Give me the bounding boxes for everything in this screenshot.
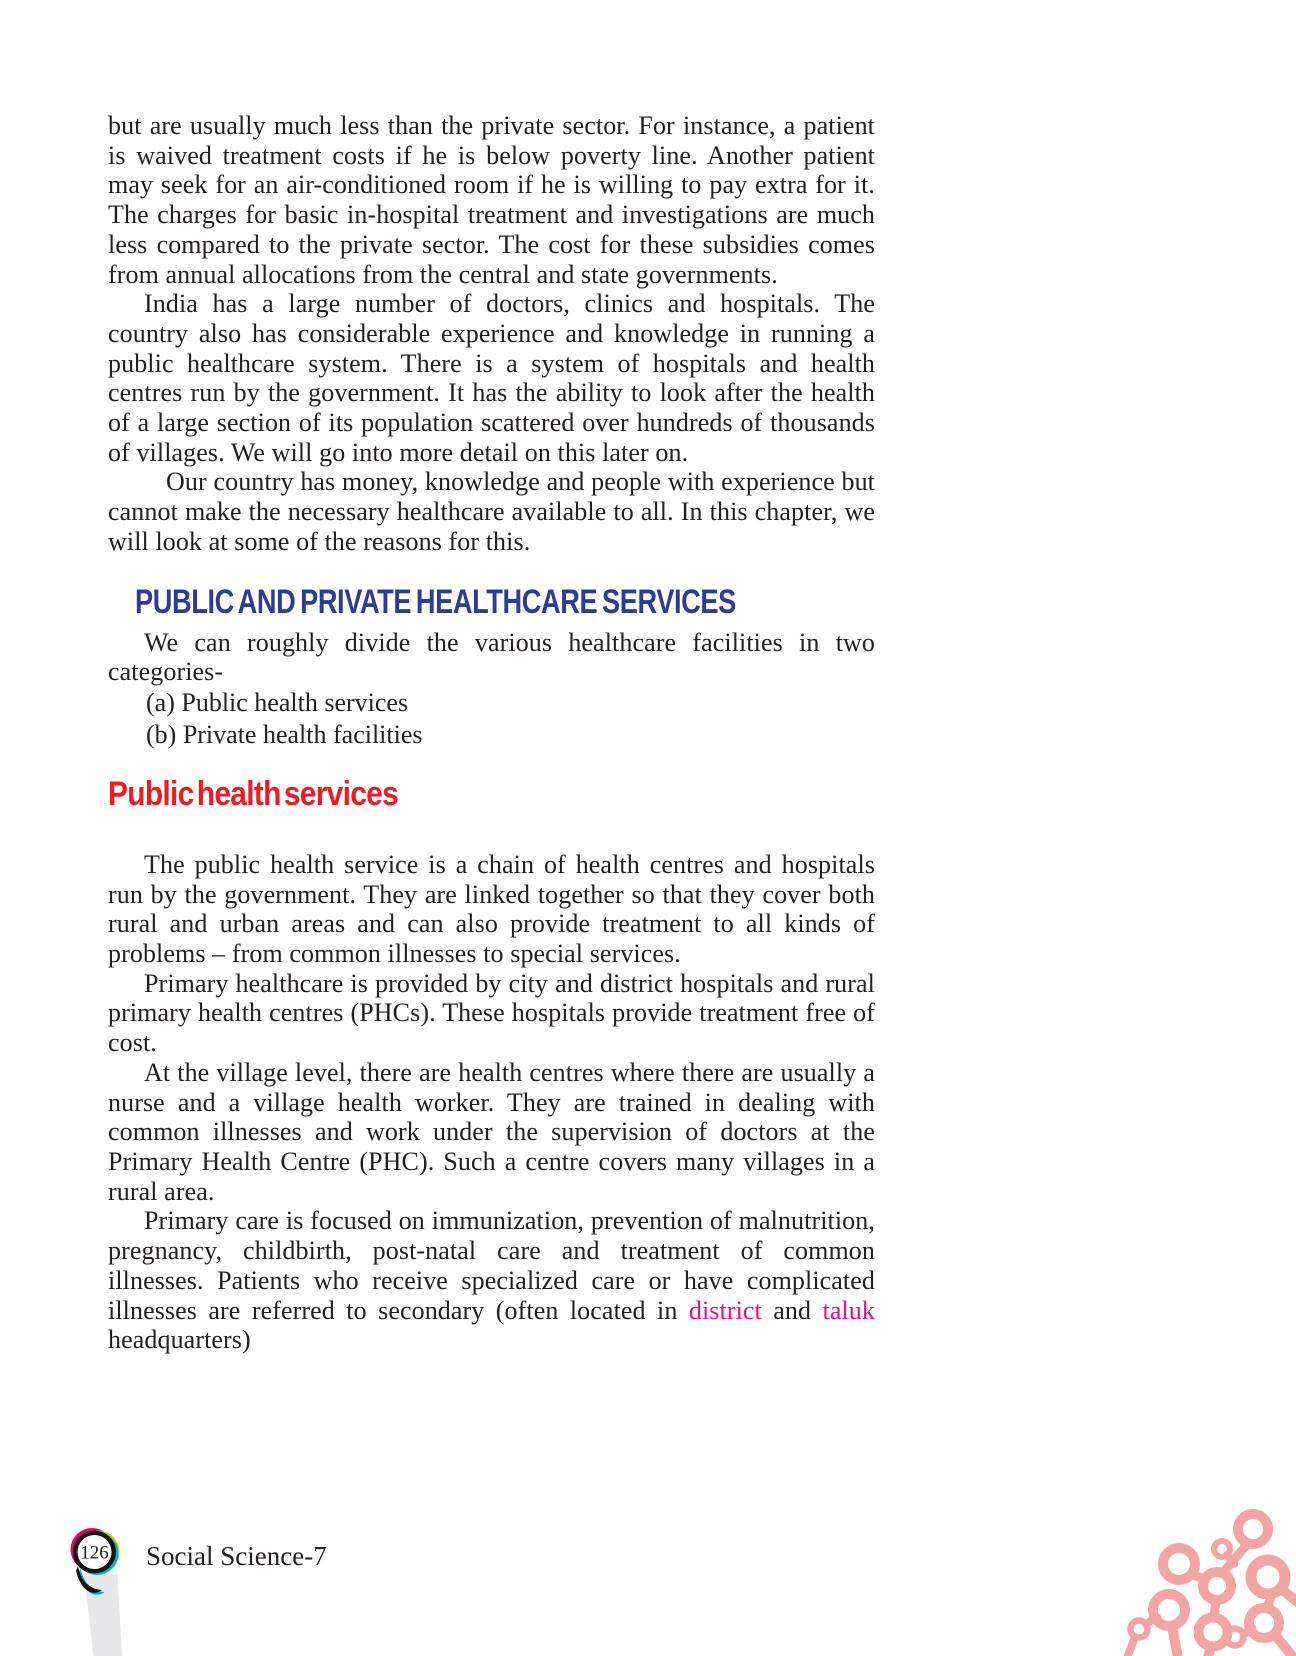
paragraph-subsidies [108, 111, 875, 289]
text-run: Our country has money, knowledge and people with experience but cannot make the necessary healthcare available to all. In this chapter, we will look at some of the reasons for this. [108, 467, 875, 556]
paragraph-our-country [108, 467, 875, 556]
paragraph-chain [108, 850, 875, 969]
text-run: Primary care is focused on immunization, prevention of malnutrition, pregnancy, childbirth, post-natal care and treatment of common illnesses. Patients who receive specialized care or have complicated illnesses are referred to secondary (often located in [108, 1206, 875, 1325]
text-run: We can roughly divide the various healthcare facilities in two categories- [108, 627, 875, 687]
content-column [108, 111, 875, 1355]
paragraph-two-categories [108, 628, 875, 687]
paragraph-village-level [108, 1058, 875, 1207]
text-run: Primary healthcare is provided by city and district hospitals and rural primary health centres (PHCs). These hospitals provide treatment free of cost. [108, 968, 875, 1058]
paragraph-primary-care [108, 1206, 875, 1355]
text-run: India has a large number of doctors, clinics and hospitals. The country also has considerable experience and knowledge in running a public healthcare system. There is a system of hospitals and health centres run by the government. It has the ability to look after the health of a large section of its population scattered over hundreds of thousands of villages. We will go into more detail on this later on. [108, 289, 875, 467]
text-run: headquarters) [108, 1325, 251, 1355]
text-run: The public health service is a chain of health centres and hospitals run by the government. They are linked together so that they cover both rural and urban areas and can also provide treatment to all kinds of problems – from common illnesses to special services. [108, 849, 875, 969]
list-item-a: (a) Public health services [146, 687, 409, 717]
subsection-heading-public-health: Public health services [108, 774, 399, 813]
paragraph-primary-healthcare [108, 969, 875, 1058]
keyword-term: taluk [822, 1295, 875, 1325]
page-number-badge [67, 1526, 129, 1604]
text-run: but are usually much less than the private sector. For instance, a patient is waived treatment costs if he is below poverty line. Another patient may seek for an air-conditioned room if he is willing to pay extra for it. The charges for basic in-hospital treatment and investigations are much less compared to the private sector. The cost for these subsidies comes from annual allocations from the central and state governments. [108, 111, 875, 289]
pink-bubbles-decoration [1056, 1436, 1296, 1656]
book-title: Social Science-7 [146, 1541, 327, 1571]
page-number: 126 [80, 1542, 109, 1564]
section-heading-public-private: PUBLIC AND PRIVATE HEALTHCARE SERVICES [135, 582, 736, 621]
paragraph-india-doctors [108, 289, 875, 467]
text-run: At the village level, there are health centres where there are usually a nurse and a village health worker. They are trained in dealing with common illnesses and work under the supervision of doctors at the Primary Health Centre (PHC). Such a centre covers many villages in a rural area. [108, 1057, 875, 1206]
text-run: and [761, 1295, 823, 1325]
keyword-term: district [688, 1295, 762, 1325]
list-item-b: (b) Private health facilities [146, 719, 423, 749]
